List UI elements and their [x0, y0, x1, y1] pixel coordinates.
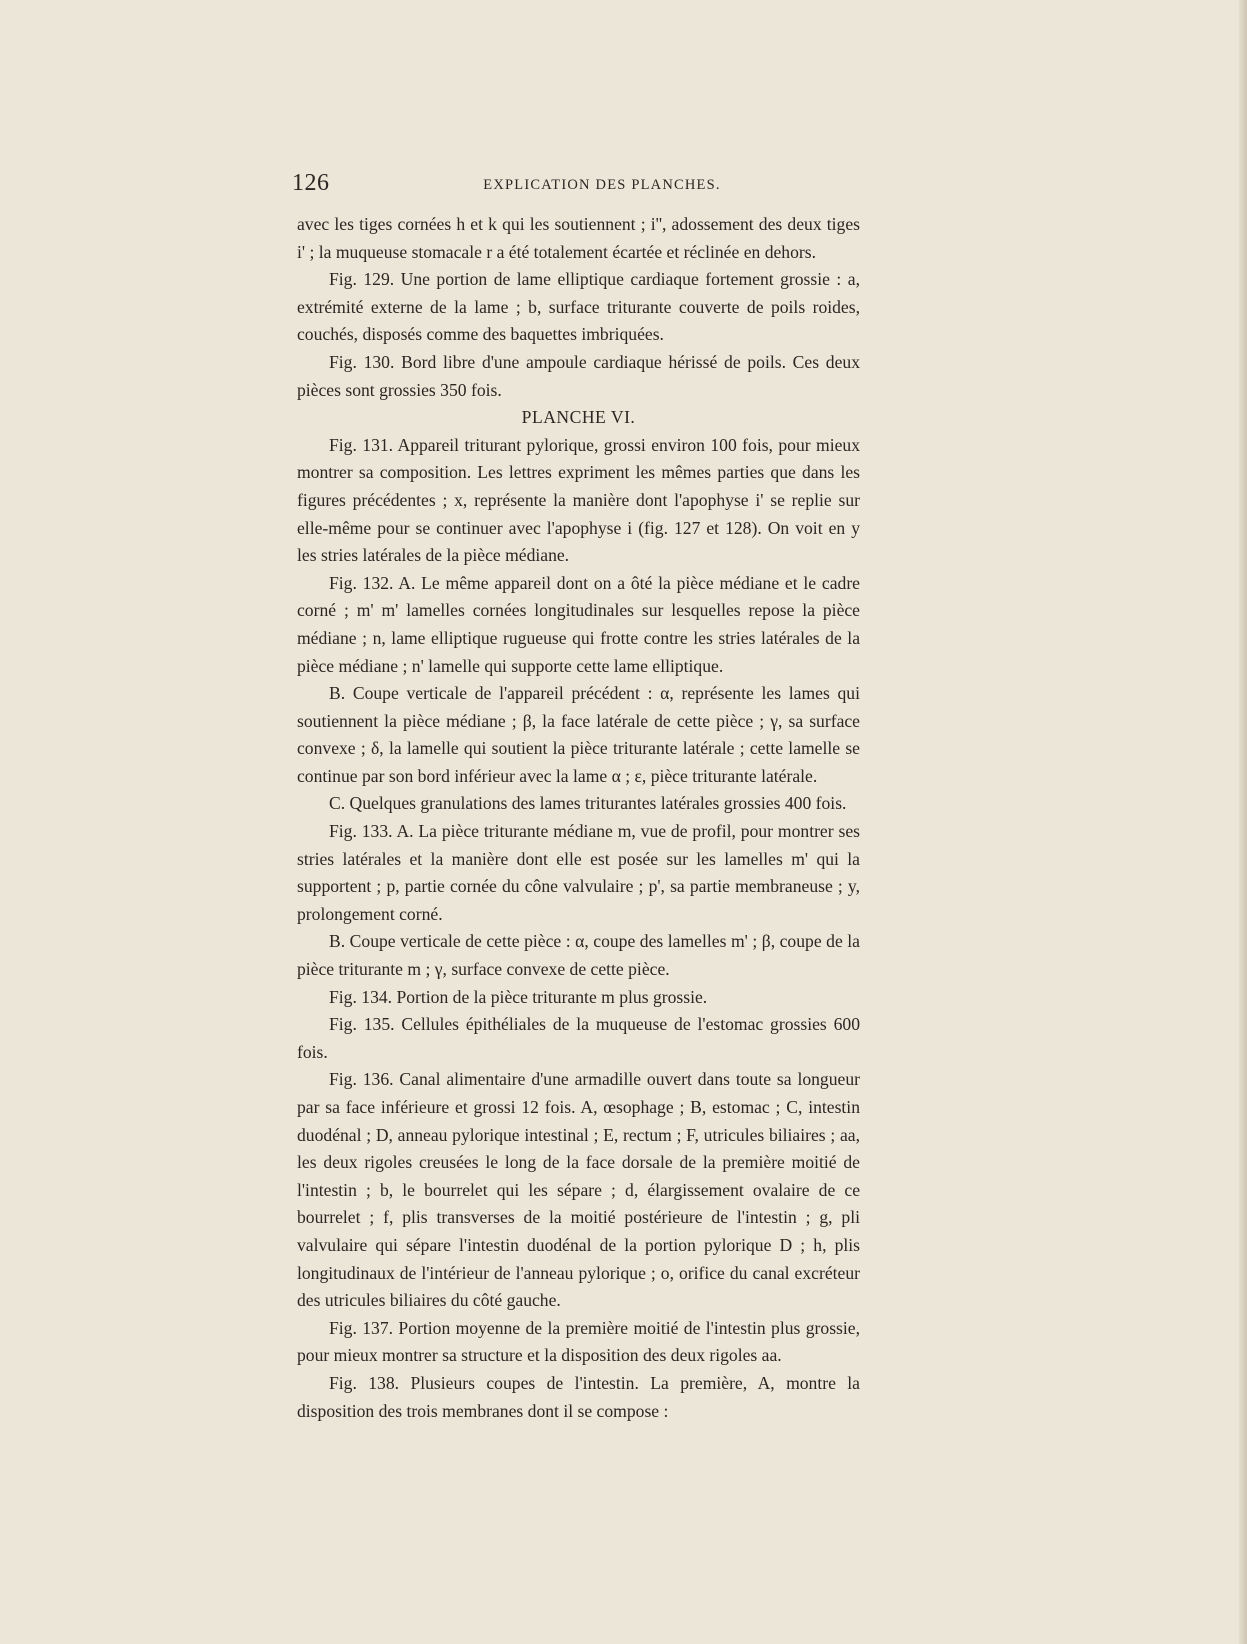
paragraph: Fig. 136. Canal alimentaire d'une armadille ouvert dans toute sa longueur par sa face inférieure et grossi 12 fois. A, œsophage ; B, estomac ; C, intestin duodénal ; D, anneau pylorique intestinal ; E, rectum ; F, utricules biliaires ; aa, les deux rigoles creusées le long de la face dorsale de la première moitié de l'intestin ; b, le bourrelet qui les sépare ; d, élargissement ovalaire de ce bourrelet ; f, plis transverses de la moitié postérieure de l'intestin ; g, pli valvulaire qui sépare l'intestin duodénal de la portion pylorique D ; h, plis longitudinaux de l'intérieur de l'anneau pylorique ; o, orifice du canal excréteur des utricules biliaires du côté gauche. [297, 1069, 860, 1311]
paragraph: Fig. 138. Plusieurs coupes de l'intestin. La première, A, montre la disposition des trois membranes dont il se compose : [297, 1372, 860, 1421]
page-edge [1239, 0, 1247, 1644]
paragraph: C. Quelques granulations des lames triturantes latérales grossies 400 fois. [329, 793, 847, 814]
paragraph: Fig. 137. Portion moyenne de la première moitié de l'intestin plus grossie, pour mieux montrer sa structure et la disposition des deux rigoles aa. [297, 1317, 860, 1366]
paragraph: avec les tiges cornées h et k qui les soutiennent ; i'', adossement des deux tiges i' ; la muqueuse stomacale r a été totalement écartée et réclinée en dehors. [297, 214, 860, 262]
paragraph: B. Coupe verticale de l'appareil précédent : α, représente les lames qui soutiennent la pièce médiane ; β, la face latérale de cette pièce ; γ, sa surface convexe ; δ, la lamelle qui soutient la pièce triturante latérale ; cette lamelle se continue par son bord inférieur avec la lame α ; ε, pièce triturante latérale. [297, 683, 860, 786]
paragraph: Fig. 129. Une portion de lame elliptique cardiaque fortement grossie : a, extrémité externe de la lame ; b, surface triturante couverte de poils roides, couchés, disposés comme des baquettes imbriquées. [297, 269, 860, 345]
section-title: PLANCHE VI. [521, 407, 636, 428]
paragraph: Fig. 130. Bord libre d'une ampoule cardiaque hérissé de poils. Ces deux pièces sont grossies 350 fois. [297, 351, 860, 400]
page-header [292, 170, 860, 204]
page-body [297, 211, 860, 1425]
paragraph: Fig. 133. A. La pièce triturante médiane m, vue de profil, pour montrer ses stries latérales et la manière dont elle est posée sur les lamelles m' qui la supportent ; p, partie cornée du cône valvulaire ; p', sa partie membraneuse ; y, prolongement corné. [297, 821, 860, 924]
paragraph: Fig. 131. Appareil triturant pylorique, grossi environ 100 fois, pour mieux montrer sa composition. Les lettres expriment les mêmes parties que dans les figures précédentes ; x, représente la manière dont l'apophyse i' se replie sur elle-même pour se continuer avec l'apophyse i (fig. 127 et 128). On voit en y les stries latérales de la pièce médiane. [297, 434, 860, 566]
paragraph: Fig. 134. Portion de la pièce triturante m plus grossie. [329, 986, 708, 1007]
page-number: 126 [292, 170, 330, 196]
paragraph: Fig. 135. Cellules épithéliales de la muqueuse de l'estomac grossies 600 fois. [297, 1014, 860, 1062]
paragraph: Fig. 132. A. Le même appareil dont on a ôté la pièce médiane et le cadre corné ; m' m' lamelles cornées longitudinales sur lesquelles repose la pièce médiane ; n, lame elliptique rugueuse qui frotte contre les stries latérales de la pièce médiane ; n' lamelle qui supporte cette lame elliptique. [297, 572, 860, 676]
paragraph: B. Coupe verticale de cette pièce : α, coupe des lamelles m' ; β, coupe de la pièce triturante m ; γ, surface convexe de cette pièce. [297, 931, 860, 980]
running-head: EXPLICATION DES PLANCHES. [483, 177, 721, 193]
